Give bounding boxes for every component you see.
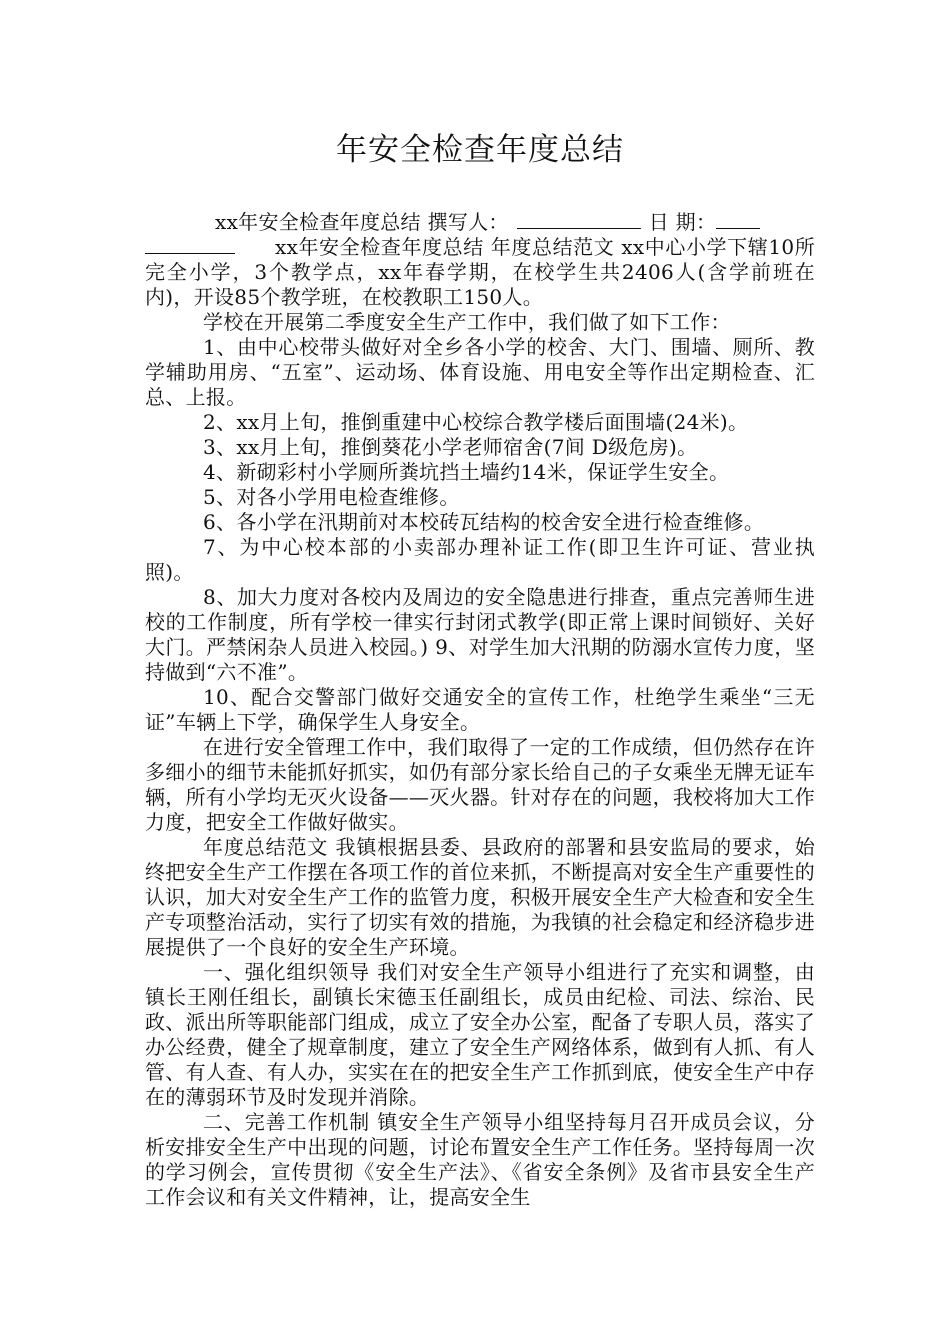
paragraph: 6、各小学在汛期前对本校砖瓦结构的校舍安全进行检查维修。	[203, 510, 765, 534]
document-page	[145, 128, 815, 1210]
document-title: 年安全检查年度总结	[336, 132, 624, 168]
date-blank-1	[716, 210, 760, 229]
paragraph: 8、加大力度对各校内及周边的安全隐患进行排查，重点完善师生进校的工作制度，所有学校一律实行封闭式教学(即正常上课时间锁好、关好大门。严禁闲杂人员进入校园。) 9、对学生加大汛期的防溺水宣传力度，坚持做到“六不准”。	[145, 585, 815, 684]
paragraph: 年度总结范文 我镇根据县委、县政府的部署和县安监局的要求，始终把安全生产工作摆在各项工作的首位来抓，不断提高对安全生产重要性的认识，加大对安全生产工作的监管力度，积极开展安全生产大检查和安全生产专项整治活动，实行了切实有效的措施，为我镇的社会稳定和经济稳步进展提供了一个良好的安全生产环境。	[145, 835, 815, 959]
author-blank	[517, 210, 641, 229]
date-blank-2	[145, 235, 235, 254]
paragraph: 5、对各小学用电检查维修。	[203, 485, 460, 509]
paragraph: 3、xx月上旬，推倒葵花小学老师宿舍(7间 D级危房)。	[203, 435, 698, 459]
paragraph: 2、xx月上旬，推倒重建中心校综合教学楼后面围墙(24米)。	[203, 410, 749, 434]
paragraph: 7、为中心校本部的小卖部办理补证工作(即卫生许可证、营业执照)。	[145, 535, 815, 584]
paragraph: 学校在开展第二季度安全生产工作中，我们做了如下工作：	[203, 310, 731, 334]
document-body	[145, 210, 815, 1210]
author-date-line	[145, 210, 815, 310]
paragraph: 一、强化组织领导 我们对安全生产领导小组进行了充实和调整，由镇长王刚任组长，副镇长宋德玉任副组长，成员由纪检、司法、综治、民政、派出所等职能部门组成，成立了安全办公室，配备了专职人员，落实了办公经费，健全了规章制度，建立了安全生产网络体系，做到有人抓、有人管、有人查、有人办，实实在在的把安全生产工作抓到底，使安全生产中存在的薄弱环节及时发现并消除。	[145, 960, 815, 1109]
author-label: xx年安全检查年度总结 撰写人：	[215, 210, 509, 234]
paragraph: 在进行安全管理工作中，我们取得了一定的工作成绩，但仍然存在许多细小的细节未能抓好抓实，如仍有部分家长给自己的子女乘坐无牌无证车辆，所有小学均无灭火设备——灭火器。针对存在的问题，我校将加大工作力度，把安全工作做好做实。	[145, 735, 815, 834]
paragraph: 4、新砌彩村小学厕所粪坑挡土墙约14米，保证学生安全。	[203, 460, 730, 484]
paragraph: 二、完善工作机制 镇安全生产领导小组坚持每月召开成员会议，分析安排安全生产中出现的问题，讨论布置安全生产工作任务。坚持每周一次的学习例会，宣传贯彻《安全生产法》、《省安全条例》及省市县安全生产工作会议和有关文件精神，让，提高安全生	[145, 1110, 815, 1209]
paragraph: 10、配合交警部门做好交通安全的宣传工作，杜绝学生乘坐“三无证”车辆上下学，确保学生人身安全。	[145, 685, 815, 734]
intro-text: xx年安全检查年度总结 年度总结范文 xx中心小学下辖10所完全小学，3个教学点，xx年春学期，在校学生共2406人(含学前班在内)，开设85个教学班，在校教职工150人。	[145, 235, 815, 309]
paragraph: 1、由中心校带头做好对全乡各小学的校舍、大门、围墙、厕所、教学辅助用房、“五室”、运动场、体育设施、用电安全等作出定期检查、汇总、上报。	[145, 335, 815, 409]
date-label: 日 期：	[648, 210, 717, 234]
